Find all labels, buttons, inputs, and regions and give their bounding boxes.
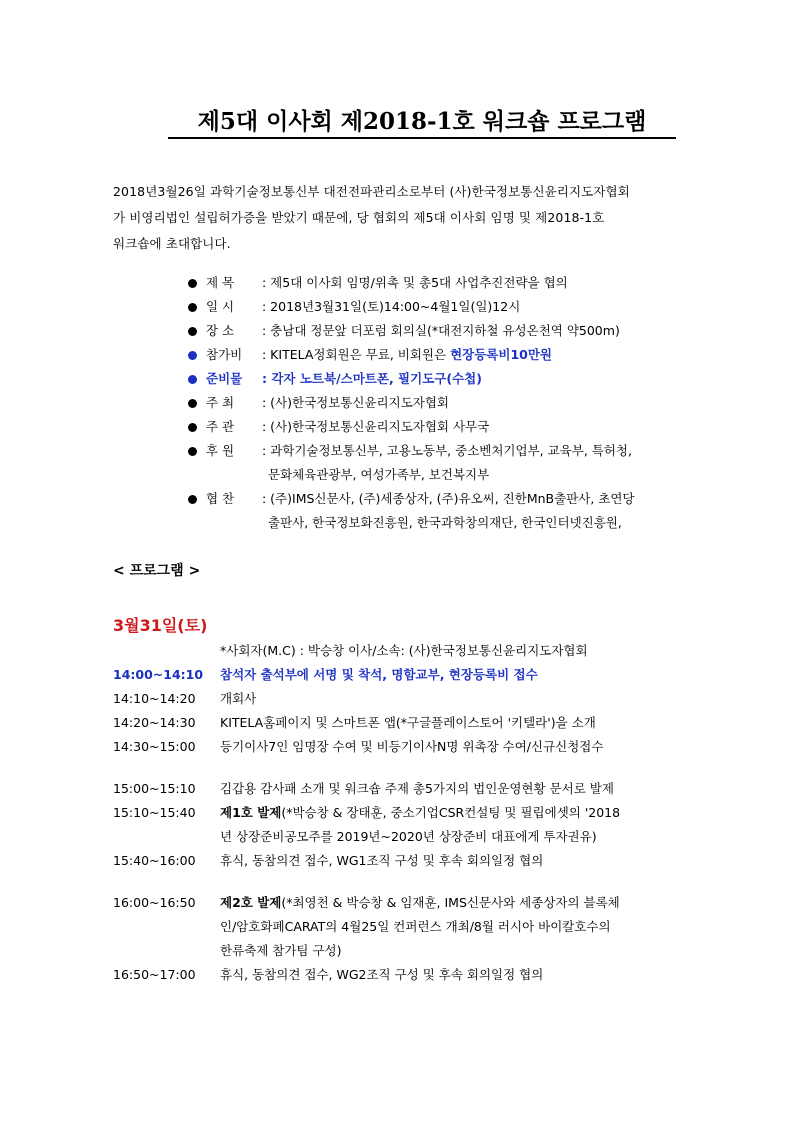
schedule-time: 16:00~16:50 — [113, 895, 196, 910]
schedule-row — [113, 777, 693, 801]
info-label: 제 목 — [206, 275, 235, 290]
info-item-organizer — [188, 415, 688, 439]
schedule-table — [113, 663, 693, 987]
info-text: : KITELA정회원은 무료, 비회원은 — [262, 347, 451, 362]
program-heading: < 프로그램 > — [113, 563, 201, 579]
info-text: : 충남대 정문앞 더포럼 회의실(*대전지하철 유성온천역 약500m) — [262, 323, 620, 338]
info-label: 참가비 — [206, 347, 243, 362]
info-text: : (주)IMS신문사, (주)세종상자, (주)유오씨, 진한MnB출판사, 초연당 — [262, 491, 635, 506]
info-text: : (사)한국정보통신윤리지도자협회 사무국 — [262, 419, 490, 434]
program-date: 3월31일(토) — [113, 616, 208, 635]
info-text: : 2018년3월31일(토)14:00~4월1일(일)12시 — [262, 299, 521, 314]
bullet-icon — [188, 351, 197, 360]
info-item-title — [188, 271, 688, 295]
info-item-support — [188, 487, 688, 511]
info-label: 준비물 — [206, 371, 243, 386]
page-title: 제5대 이사회 제2018-1호 워크숍 프로그램 — [168, 107, 676, 139]
info-continuation: 문화체육관광부, 여성가족부, 보건복지부 — [268, 467, 490, 482]
info-text: : 제5대 이사회 임명/위촉 및 총5대 사업추진전략을 협의 — [262, 275, 568, 290]
intro-line: 워크숍에 초대합니다. — [113, 236, 231, 251]
schedule-desc-cont: 인/암호화폐CARAT의 4월25일 컨퍼런스 개최/8월 러시아 바이칼호수의 — [220, 919, 611, 934]
info-item-host — [188, 391, 688, 415]
schedule-time: 14:00~14:10 — [113, 667, 204, 682]
bullet-icon — [188, 495, 197, 504]
schedule-desc-cont: 한류축제 참가팀 구성) — [220, 943, 342, 958]
info-item-fee — [188, 343, 688, 367]
mc-line: *사회자(M.C) : 박승창 이사/소속: (사)한국정보통신윤리지도자협회 — [220, 643, 588, 658]
presentation-label: 제2호 발제 — [220, 895, 282, 910]
schedule-time: 14:30~15:00 — [113, 739, 196, 754]
schedule-desc-text: (*박승창 & 장태훈, 중소기업CSR컨설팅 및 필립에셋의 '2018 — [281, 805, 621, 820]
info-text: : 각자 노트북/스마트폰, 필기도구(수첩) — [262, 371, 482, 386]
schedule-time: 14:20~14:30 — [113, 715, 196, 730]
info-label: 일 시 — [206, 299, 235, 314]
schedule-desc: 참석자 출석부에 서명 및 착석, 명함교부, 현장등록비 접수 — [220, 667, 538, 682]
info-item-datetime — [188, 295, 688, 319]
schedule-time: 15:10~15:40 — [113, 805, 196, 820]
info-label: 장 소 — [206, 323, 235, 338]
schedule-desc: 휴식, 동참의견 접수, WG2조직 구성 및 후속 회의일정 협의 — [220, 967, 544, 982]
schedule-desc-text: (*최영천 & 박승창 & 임재훈, IMS신문사와 세종상자의 블록체 — [281, 895, 620, 910]
schedule-desc: KITELA홈페이지 및 스마트폰 앱(*구글플레이스토어 '키텔라')을 소개 — [220, 715, 596, 730]
intro-line: 2018년3월26일 과학기술정보통신부 대전전파관리소로부터 (사)한국정보통신윤리지도자협회 — [113, 184, 630, 199]
info-text: : (사)한국정보통신윤리지도자협회 — [262, 395, 449, 410]
schedule-row — [113, 963, 693, 987]
schedule-row — [113, 687, 693, 711]
schedule-row — [113, 891, 693, 963]
bullet-icon — [188, 423, 197, 432]
info-item-supplies — [188, 367, 688, 391]
bullet-icon — [188, 375, 197, 384]
schedule-desc — [220, 891, 693, 915]
info-text: : 과학기술정보통신부, 고용노동부, 중소벤처기업부, 교육부, 특허청, — [262, 443, 632, 458]
presentation-label: 제1호 발제 — [220, 805, 282, 820]
schedule-time: 15:00~15:10 — [113, 781, 196, 796]
info-label: 후 원 — [206, 443, 235, 458]
bullet-icon — [188, 399, 197, 408]
schedule-time: 16:50~17:00 — [113, 967, 196, 982]
info-label: 주 관 — [206, 419, 235, 434]
schedule-row — [113, 735, 693, 759]
info-continuation: 출판사, 한국정보화진흥원, 한국과학창의재단, 한국인터넷진흥원, — [268, 515, 622, 530]
schedule-time: 14:10~14:20 — [113, 691, 196, 706]
schedule-desc: 개회사 — [220, 691, 257, 706]
schedule-row — [113, 663, 693, 687]
schedule-desc: 휴식, 동참의견 접수, WG1조직 구성 및 후속 회의일정 협의 — [220, 853, 544, 868]
fee-highlight: 현장등록비10만원 — [450, 347, 552, 362]
info-item-venue — [188, 319, 688, 343]
schedule-desc: 김갑용 감사패 소개 및 워크숍 주제 총5가지의 법인운영현황 문서로 발제 — [220, 781, 614, 796]
intro-line: 가 비영리법인 설립허가증을 받았기 때문에, 당 협회의 제5대 이사회 임명 및 제2018-1호 — [113, 210, 605, 225]
bullet-icon — [188, 279, 197, 288]
info-label: 협 찬 — [206, 491, 235, 506]
bullet-icon — [188, 303, 197, 312]
schedule-row — [113, 711, 693, 735]
event-info-list — [188, 271, 688, 535]
schedule-row — [113, 849, 693, 873]
schedule-desc-cont: 년 상장준비공모주를 2019년~2020년 상장준비 대표에게 투자권유) — [220, 829, 597, 844]
bullet-icon — [188, 447, 197, 456]
info-item-sponsor — [188, 439, 688, 463]
intro-paragraph — [113, 179, 683, 257]
schedule-desc — [220, 801, 693, 825]
schedule-row — [113, 801, 693, 849]
schedule-desc: 등기이사7인 임명장 수여 및 비등기이사N명 위촉장 수여/신규신청접수 — [220, 739, 604, 754]
bullet-icon — [188, 327, 197, 336]
schedule-time: 15:40~16:00 — [113, 853, 196, 868]
info-label: 주 최 — [206, 395, 235, 410]
